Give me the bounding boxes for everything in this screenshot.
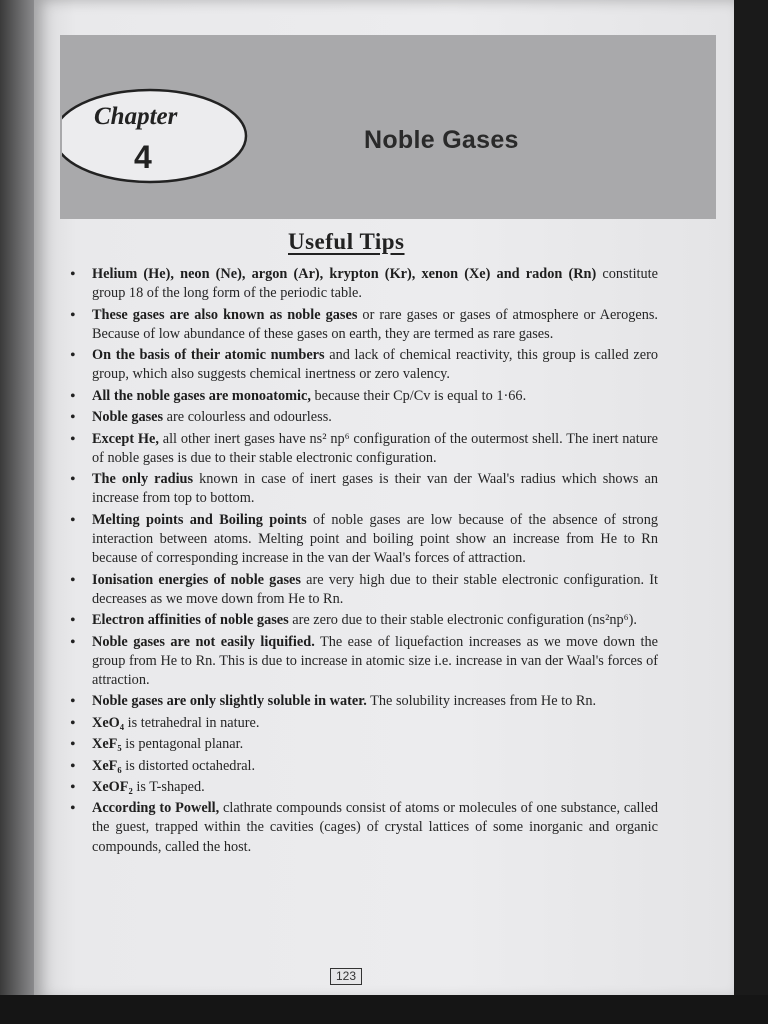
tip-text: The solubility increases from He to Rn. <box>366 693 597 710</box>
tip-lead: Except He, <box>92 430 159 447</box>
tip-text: is distorted octahedral. <box>121 757 256 774</box>
tip-text: are colourless and odourless. <box>163 409 332 426</box>
list-item <box>92 633 658 691</box>
tip-text: The ease of liquefaction increases as we move down the group from He to Rn. This is due to increase in atomic size i.e. increase in van der Waal's forces of attraction. <box>92 633 658 688</box>
tip-text: clathrate compounds consist of atoms or molecules of one substance, called the guest, trapped within the cavities (cages) of crystal lattices of some inorganic and organic compounds, called the host. <box>92 800 658 855</box>
book-spine-shadow <box>0 0 34 1024</box>
tip-lead: The only radius <box>92 471 194 488</box>
chapter-title: Noble Gases <box>364 126 519 154</box>
tip-text: known in case of inert gases is their van der Waal's radius which shows an increase from top to bottom. <box>92 471 658 507</box>
list-item <box>92 430 658 468</box>
list-item <box>92 408 658 427</box>
list-item <box>92 265 658 303</box>
bottom-shadow <box>0 995 768 1024</box>
tip-text: are very high due to their stable electronic configuration. It decreases as we move down from He to Rn. <box>92 571 659 607</box>
tip-lead: All the noble gases are monoatomic, <box>92 387 311 404</box>
list-item <box>92 387 658 406</box>
chapter-number: 4 <box>134 139 152 175</box>
tip-lead: Noble gases are not easily liquified. <box>92 633 315 650</box>
list-item <box>92 692 658 711</box>
tip-text: is tetrahedral in nature. <box>124 714 260 731</box>
tip-lead: According to Powell, <box>92 800 220 817</box>
tip-text: is T-shaped. <box>132 778 205 795</box>
tip-lead: Electron affinities of noble gases <box>92 612 289 629</box>
chapter-badge <box>62 64 252 184</box>
list-item <box>92 778 658 797</box>
list-item <box>92 346 658 384</box>
tip-lead: XeF₆ <box>92 757 122 774</box>
book-page <box>34 0 734 1000</box>
tip-lead: On the basis of their atomic numbers <box>92 347 325 364</box>
tip-text: constitute group 18 of the long form of the periodic table. <box>92 266 658 302</box>
list-item <box>92 511 658 569</box>
section-title: Useful Tips <box>288 229 405 254</box>
list-item <box>92 306 658 344</box>
tips-list <box>92 265 658 859</box>
tip-lead: Ionisation energies of noble gases <box>92 571 301 588</box>
list-item <box>92 714 658 733</box>
page-number: 123 <box>330 968 362 985</box>
tip-lead: XeF₅ <box>92 736 122 753</box>
list-item <box>92 735 658 754</box>
tip-lead: Noble gases are only slightly soluble in water. <box>92 693 367 710</box>
chapter-label: Chapter <box>94 103 178 130</box>
list-item <box>92 611 658 630</box>
list-item <box>92 571 658 609</box>
tip-text: or rare gases or gases of atmosphere or Aerogens. Because of low abundance of these gases on earth, they are termed as rare gases. <box>92 306 658 342</box>
tip-lead: Melting points and Boiling points <box>92 511 307 528</box>
tip-text: of noble gases are low because of the absence of strong interaction between atoms. Melting point and boiling point show an increase from He to Rn because of corresponding increase in the van der Waal's forces of attraction. <box>92 511 658 567</box>
tip-lead: XeO₄ <box>92 714 125 731</box>
tip-text: because their Cp/Cv is equal to 1·66. <box>310 387 527 404</box>
tip-text: and lack of chemical reactivity, this group is called zero group, which also suggests chemical inertness or zero valency. <box>92 347 659 383</box>
tip-lead: These gases are also known as noble gases <box>92 306 358 323</box>
tip-lead: Helium (He), neon (Ne), argon (Ar), krypton (Kr), xenon (Xe) and radon (Rn) <box>92 266 597 282</box>
tip-text: is pentagonal planar. <box>121 736 244 753</box>
tip-lead: Noble gases <box>92 409 164 426</box>
list-item <box>92 757 658 776</box>
tip-lead: XeOF₂ <box>92 778 133 795</box>
tip-text: are zero due to their stable electronic configuration (ns²np⁶). <box>288 612 637 629</box>
list-item <box>92 799 658 857</box>
list-item <box>92 470 658 508</box>
tip-text: all other inert gases have ns² np⁶ configuration of the outermost shell. The inert nature of noble gases is due to their stable electronic configuration. <box>92 430 659 466</box>
